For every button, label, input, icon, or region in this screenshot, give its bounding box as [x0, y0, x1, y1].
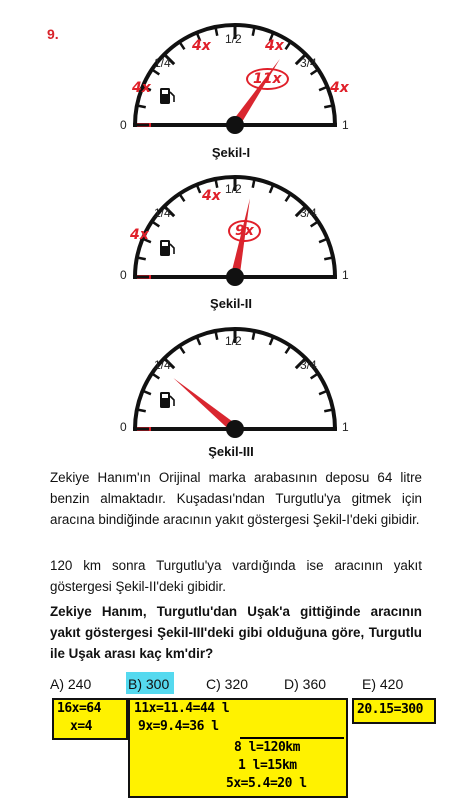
gauge-tick — [143, 391, 151, 394]
gauge-tick — [253, 179, 255, 188]
gauge-tick — [286, 346, 291, 353]
label-three-quarter: 3/4 — [300, 56, 317, 70]
gauge-tick — [324, 257, 333, 259]
caption-sekil-2: Şekil-II — [210, 296, 252, 311]
problem-paragraph-1: Zekiye Hanım'ın Orijinal marka arabasının deposu 64 litre benzin almaktadır. Kuşadası'ndan Turgutlu'ya gitmek için aracına bindiğinde aracının yakıt göstergesi Şekil-I'deki gibidir. — [50, 470, 422, 527]
label-full: 1 — [342, 118, 349, 132]
gauge-tick — [152, 373, 159, 378]
gauge-tick — [311, 69, 318, 74]
work-line: 9x=9.4=36 l — [138, 719, 219, 734]
gauge-tick — [179, 42, 184, 49]
caption-sekil-3: Şekil-III — [208, 444, 254, 459]
gauge-tick — [286, 42, 291, 49]
gauge-tick — [324, 409, 333, 411]
gauge-tick — [179, 194, 184, 201]
label-empty: 0 — [120, 268, 127, 282]
mark-4x: 4x — [132, 80, 151, 96]
gauge-tick — [215, 179, 217, 188]
label-quarter: 1/4 — [154, 358, 171, 372]
gauge-tick — [137, 257, 146, 259]
fuel-gauge-3 — [120, 334, 350, 484]
gauge-tick — [311, 373, 318, 378]
needle-hub — [226, 268, 244, 286]
gauge-tick — [319, 239, 327, 242]
circled-11x: 11x — [246, 68, 289, 90]
circled-9x: 9x — [228, 220, 261, 242]
label-empty: 0 — [120, 420, 127, 434]
choice-b[interactable]: B) 300 — [128, 676, 170, 692]
label-full: 1 — [342, 268, 349, 282]
label-quarter: 1/4 — [154, 56, 171, 70]
mark-4x: 4x — [330, 80, 349, 96]
mark-4x: 4x — [130, 227, 149, 243]
gauge-tick — [253, 331, 255, 340]
fuel-pump-window — [162, 242, 168, 246]
gauge-tick — [324, 105, 333, 107]
label-half: 1/2 — [225, 32, 242, 46]
choice-e[interactable]: E) 420 — [362, 676, 404, 692]
label-half: 1/2 — [225, 334, 242, 348]
fuel-pump-hose — [170, 396, 174, 406]
fuel-pump-hose — [170, 244, 174, 254]
gauge-tick — [197, 185, 200, 193]
gauge-tick — [137, 105, 146, 107]
gauge-tick — [270, 337, 273, 345]
gauge-tick — [286, 194, 291, 201]
gauge-dial — [120, 334, 350, 444]
work-line: 16x=64 — [57, 701, 101, 716]
work-line: x=4 — [70, 719, 92, 734]
scratch-box-2 — [128, 698, 348, 798]
fuel-pump-window — [162, 90, 168, 94]
problem-paragraph-2: 120 km sonra Turgutlu'ya vardığında ise aracının yakıt göstergesi Şekil-II'deki gibidir. — [50, 558, 422, 594]
gauge-tick — [137, 409, 146, 411]
work-line: 20.15=300 — [357, 702, 423, 717]
needle-hub — [226, 420, 244, 438]
label-half: 1/2 — [225, 182, 242, 196]
label-full: 1 — [342, 420, 349, 434]
gauge-tick — [152, 69, 159, 74]
caption-sekil-1: Şekil-I — [211, 145, 251, 160]
gauge-tick — [179, 346, 184, 353]
scratch-box-3 — [352, 698, 436, 724]
label-empty: 0 — [120, 118, 127, 132]
gauge-tick — [319, 87, 327, 90]
choice-c[interactable]: C) 320 — [206, 676, 249, 692]
work-line: 8 l=120km — [234, 740, 300, 755]
label-three-quarter: 3/4 — [300, 206, 317, 220]
scratch-box-1 — [52, 698, 128, 740]
label-three-quarter: 3/4 — [300, 358, 317, 372]
mark-4x: 4x — [192, 38, 211, 54]
gauge-tick — [311, 221, 318, 226]
gauge-dial — [120, 30, 350, 140]
mark-4x: 4x — [265, 38, 284, 54]
gauge-tick — [215, 331, 217, 340]
question-number: 9. — [47, 26, 59, 42]
gauge-tick — [253, 27, 255, 36]
work-line: 5x=5.4=20 l — [226, 776, 307, 791]
work-line: 11x=11.4=44 l — [134, 701, 230, 716]
choice-d[interactable]: D) 360 — [284, 676, 327, 692]
fuel-pump-hose — [170, 92, 174, 102]
gauge-tick — [197, 337, 200, 345]
choice-a[interactable]: A) 240 — [50, 676, 92, 692]
mark-4x: 4x — [202, 188, 221, 204]
gauge-tick — [270, 185, 273, 193]
question-text: Zekiye Hanım, Turgutlu'dan Uşak'a gittiğinde aracının yakıt göstergesi Şekil-III'deki gibi olduğuna göre, Turgutlu ile Uşak arası kaç km'dir? — [50, 604, 422, 661]
gauge-tick — [152, 221, 159, 226]
gauge-tick — [215, 27, 217, 36]
gauge-tick — [319, 391, 327, 394]
divider-line — [240, 737, 344, 739]
needle-hub — [226, 116, 244, 134]
fuel-pump-window — [162, 394, 168, 398]
label-quarter: 1/4 — [154, 206, 171, 220]
work-line: 1 l=15km — [238, 758, 297, 773]
